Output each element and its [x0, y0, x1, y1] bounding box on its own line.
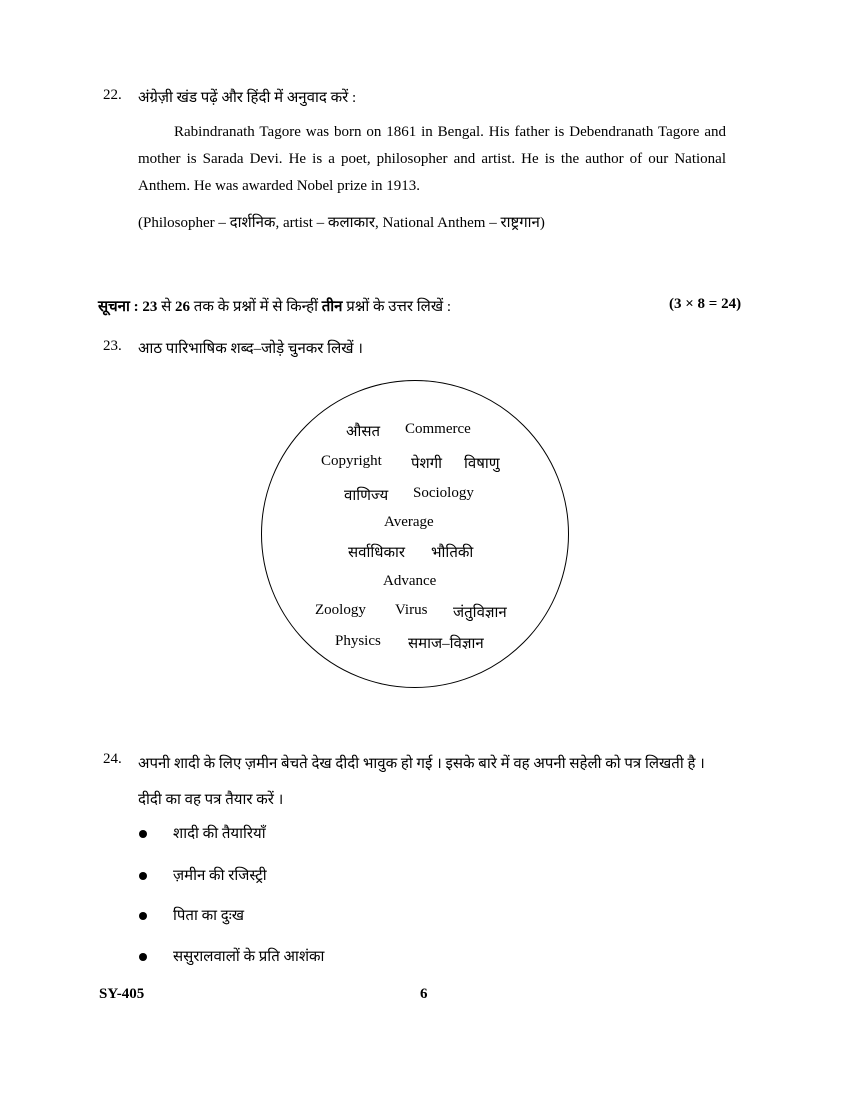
notice-line [98, 296, 451, 316]
bullet-dot [139, 953, 147, 961]
q22-number: 22. [103, 87, 122, 103]
notice-range-end: 26 [175, 299, 191, 315]
footer-code: SY-405 [99, 986, 145, 1002]
word-bhautiki: भौतिकी [431, 545, 474, 561]
notice-label: सूचना : [98, 299, 139, 315]
notice-mid: तक के प्रश्नों में से किन्हीं [193, 299, 318, 315]
q24-point-2: ज़मीन की रजिस्ट्री [173, 868, 267, 884]
word-sarvadhikar: सर्वाधिकार [348, 545, 406, 561]
bullet-dot [139, 872, 147, 880]
page-number: 6 [420, 986, 428, 1002]
q24-number: 24. [103, 751, 122, 767]
word-vanijya: वाणिज्य [344, 488, 389, 504]
notice-range-start: 23 [142, 299, 158, 315]
word-advance: Advance [383, 573, 437, 589]
word-peshagi: पेशगी [411, 456, 443, 472]
word-virus: Virus [395, 602, 428, 618]
word-average: Average [384, 514, 434, 530]
word-jantuvigyan: जंतुविज्ञान [453, 605, 507, 621]
word-copyright: Copyright [321, 453, 382, 469]
notice-marks: (3 × 8 = 24) [669, 296, 742, 312]
notice-end: प्रश्नों के उत्तर लिखें : [346, 299, 452, 315]
word-vishanu: विषाणु [464, 456, 500, 472]
notice-three: तीन [321, 299, 343, 315]
q24-point-4: ससुरालवालों के प्रति आशंका [173, 949, 325, 965]
word-sociology: Sociology [413, 485, 474, 501]
bullet-dot [139, 830, 147, 838]
q23-number: 23. [103, 338, 122, 354]
notice-se: से [161, 299, 172, 315]
word-samaj-vigyan: समाज–विज्ञान [408, 636, 484, 652]
word-physics: Physics [335, 633, 381, 649]
q24-point-1: शादी की तैयारियाँ [173, 826, 266, 842]
bullet-dot [139, 912, 147, 920]
word-commerce: Commerce [405, 421, 471, 437]
word-zoology: Zoology [315, 602, 366, 618]
q22-glossary: (Philosopher – दार्शनिक, artist – कलाकार, National Anthem – राष्ट्रगान) [138, 215, 545, 231]
q24-point-3: पिता का दुःख [173, 908, 245, 924]
q24-instruction: अपनी शादी के लिए ज़मीन बेचते देख दीदी भावुक हो गई । इसके बारे में वह अपनी सहेली को पत्र लिखती है । दीदी का वह पत्र तैयार करें । [138, 756, 705, 808]
q22-instruction: अंग्रेज़ी खंड पढ़ें और हिंदी में अनुवाद करें : [138, 90, 357, 106]
q22-passage: Rabindranath Tagore was born on 1861 in Bengal. His father is Debendranath Tagore and mother is Sarada Devi. He is a poet, philosopher and artist. He is the author of our National Anthem. He was awarded Nobel prize in 1913. [138, 124, 726, 194]
q23-instruction: आठ पारिभाषिक शब्द–जोड़े चुनकर लिखें । [138, 341, 363, 357]
word-ausat: औसत [346, 424, 381, 440]
